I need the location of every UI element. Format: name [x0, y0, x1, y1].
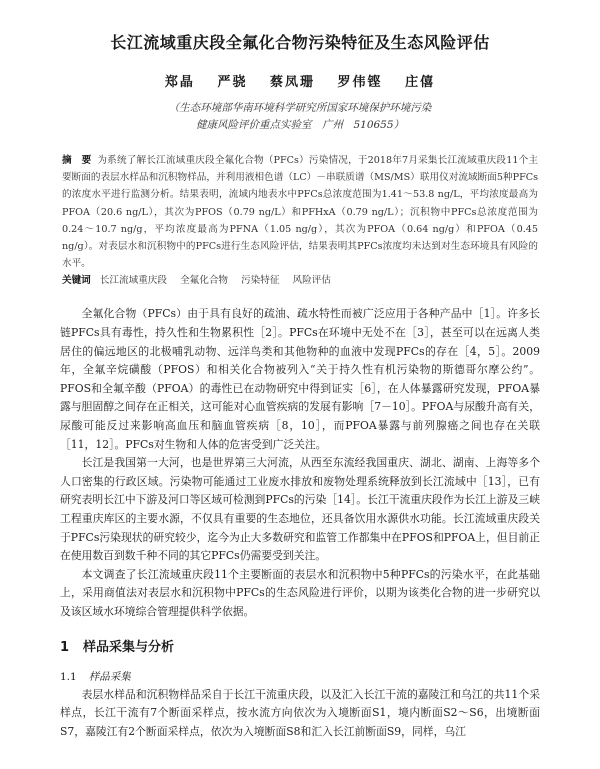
intro-paragraph: 长江是我国第一大河，也是世界第三大河流，从西至东流经我国重庆、湖北、湖南、上海等多个人口密集的行政区域。污染物可能通过工业废水排放和废物处理系统释放到长江流域中［13］，已有研究表明长江中下游及河口等区域可检测到PFCs的污染［14］。长江干流重庆段作为长江上游及三峡工程重庆库区的主要水源，不仅具有重要的生态地位，还具备饮用水源供水功能。长江流域重庆段关于PFCs污染现状的研究较少，迄今为止大多数研究和监管工作都集中在PFOS和PFOA上，但目前正在使用数百到数千种不同的其它PFCs仍需要受到关注。 — [60, 456, 540, 563]
subsection-title: 样品采集 — [88, 670, 131, 683]
keyword: 风险评估 — [292, 275, 331, 287]
author-name: 严骁 — [217, 75, 248, 90]
author-name: 蔡凤珊 — [269, 75, 315, 90]
section-number: 1 — [60, 639, 70, 655]
affiliation-line: （生态环境部华南环境科学研究所国家环境保护环境污染 — [168, 102, 432, 114]
author-name: 罗伟铿 — [337, 75, 383, 90]
intro-paragraph: 本文调查了长江流域重庆段11个主要断面的表层水和沉积物中5种PFCs的污染水平，在此基础上，采用商值法对表层水和沉积物中PFCs的生态风险进行评价，以期为该类化合物的进一步研究以及该区域水环境综合管理提供科学依据。 — [60, 567, 540, 618]
author-list — [60, 74, 540, 92]
section-heading — [60, 638, 540, 658]
subsection-heading — [60, 668, 540, 686]
abstract-text: 为系统了解长江流域重庆段全氟化合物（PFCs）污染情况，于2018年7月采集长江流域重庆段11个主要断面的表层水样品和沉积物样品，并利用液相色谱（LC）－串联质谱（MS/MS）联用仪对流域断面5种PFCs的浓度水平进行监测分析。结果表明，流域内地表水中PFCs总浓度范围为1.41～53.8 ng/L，平均浓度最高为PFOA（20.6 ng/L），其次为PFOS（0.79 ng/L）和PFHxA（0.79 ng/L）；沉积物中PFCs总浓度范围为0.24～10.7 ng/g，平均浓度最高为PFNA（1.05 ng/g），其次为PFOA（0.64 ng/g）和PFOA（0.45 ng/g）。对表层水和沉积物中的PFCs进行生态风险评估，结果表明其PFCs浓度均未达到对生态环境具有风险的水平。 — [62, 155, 539, 270]
subsection-number: 1.1 — [60, 670, 77, 683]
keyword: 长江流域重庆段 — [99, 275, 167, 287]
keyword: 全氟化合物 — [180, 275, 229, 287]
body-text — [60, 305, 540, 741]
section-title: 样品采集与分析 — [83, 639, 175, 655]
author-name: 郑晶 — [164, 75, 195, 90]
keyword: 污染特征 — [241, 275, 280, 287]
author-name: 庄僖 — [405, 75, 436, 90]
intro-paragraph: 全氟化合物（PFCs）由于具有良好的疏油、疏水特性而被广泛应用于各种产品中［1］。许多长链PFCs具有毒性，持久性和生物累积性［2］。PFCs在环境中无处不在［3］，甚至可以在远离人类居住的偏远地区的北极哺乳动物、远洋鸟类和其他物种的血液中发现PFCs的存在［4，5］。2009年，全氟辛烷磺酸（PFOS）和相关化合物被列入“关于持久性有机污染物的斯德哥尔摩公约”。PFOS和全氟辛酸（PFOA）的毒性已在动物研究中得到证实［6］，在人体暴露研究发现，PFOA暴露与胆固醇之间存在正相关，这可能对心血管疾病的发展有影响［7－10］。PFOA与尿酸升高有关，尿酸可能反过来影响高血压和脑血管疾病［8，10］，而PFOA暴露与前列腺癌之间也存在关联［11，12］。PFCs对生物和人体的危害受到广泛关注。 — [60, 307, 540, 451]
abstract — [60, 152, 540, 289]
affiliation — [60, 100, 540, 134]
abstract-label: 摘 要 — [62, 155, 92, 166]
methods-paragraph: 表层水样品和沉积物样品采自于长江干流重庆段，以及汇入长江干流的嘉陵江和乌江的共11个采样点，长江干流有7个断面采样点，按水流方向依次为入境断面S1，境内断面S2～S6，出境断面S7，嘉陵江有2个断面采样点，依次为入境断面S8和汇入长江前断面S9，同样，乌江 — [60, 687, 540, 738]
keywords — [62, 272, 538, 289]
affiliation-line: 健康风险评价重点实验室 广州 510655） — [195, 119, 405, 131]
keywords-label: 关键词 — [62, 275, 91, 287]
paper-title: 长江流域重庆段全氟化合物污染特征及生态风险评估 — [110, 33, 490, 52]
